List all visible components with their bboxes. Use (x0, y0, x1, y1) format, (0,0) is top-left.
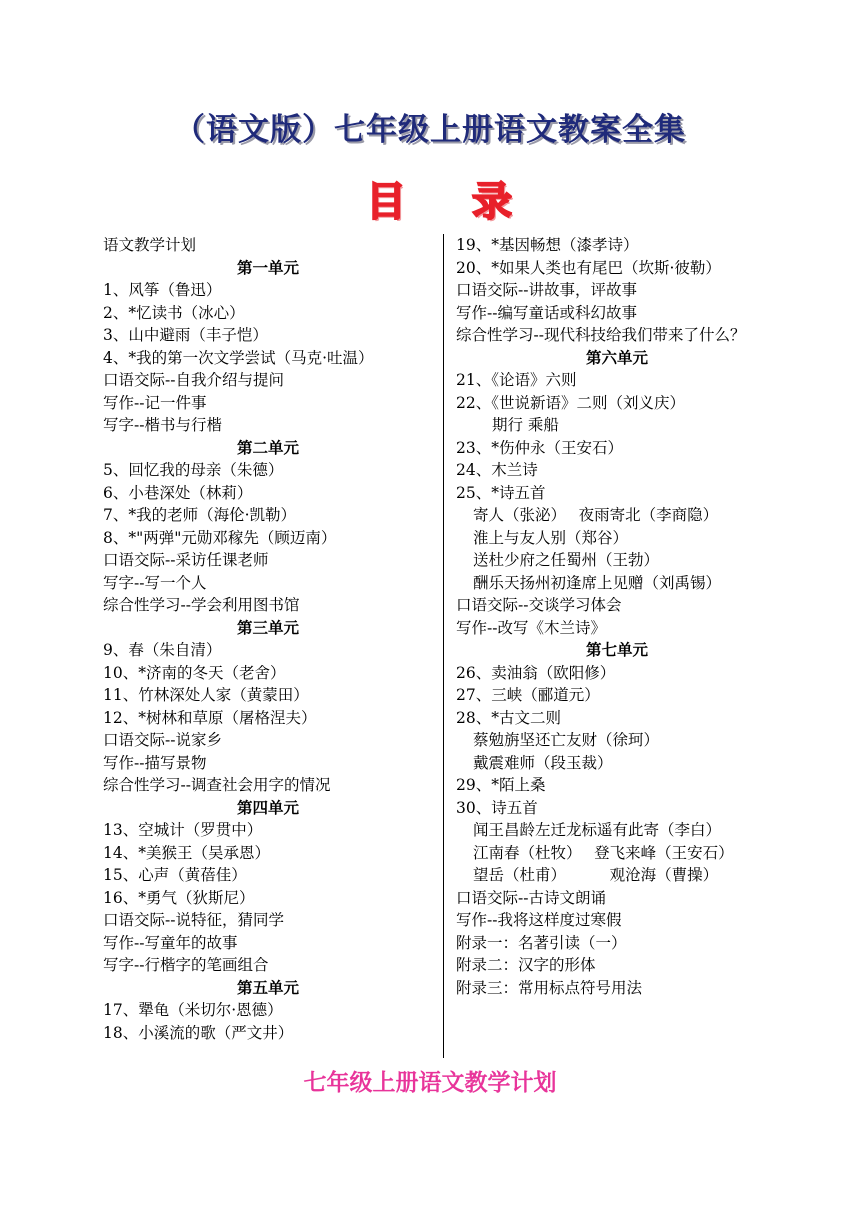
toc-entry: 16、*勇气（狄斯尼） (103, 888, 255, 907)
toc-entry: 18、小溪流的歌（严文井） (103, 1023, 294, 1042)
toc-entry: 口语交际--自我介绍与提问 (103, 371, 284, 389)
toc-entry: 30、诗五首 (456, 798, 538, 817)
toc-heading-char-2: 录 (472, 179, 512, 225)
toc-entry: 1、风筝（鲁迅） (103, 281, 222, 299)
toc-entry: 附录二：汉字的形体 (456, 956, 596, 974)
toc-entry: 期行 乘船 (492, 416, 559, 434)
toc-entry: 27、三峡（郦道元） (456, 686, 600, 704)
toc-entry: 2、*忆读书（冰心） (103, 303, 245, 322)
toc-entry: 淮上与友人别（郑谷） (473, 528, 629, 547)
toc-entry: 口语交际--古诗文朗诵 (456, 888, 606, 907)
toc-entry: 12、*树林和草原（屠格涅夫） (103, 708, 317, 727)
toc-entry: 10、*济南的冬天（老舍） (103, 663, 286, 682)
unit-heading: 第六单元 (585, 347, 648, 367)
toc-entry: 3、山中避雨（丰子恺） (103, 326, 268, 344)
toc-entry: 29、*陌上桑 (456, 776, 546, 794)
toc-entry: 口语交际--说特征，猜同学 (103, 911, 284, 929)
toc-entry: 6、小巷深处（林莉） (103, 483, 253, 502)
unit-heading: 第三单元 (236, 617, 299, 637)
toc-entry: 9、春（朱自清） (103, 641, 222, 659)
toc-right-column (456, 234, 778, 999)
toc-entry: 望岳（杜甫） 观沧海（曹操） (473, 866, 719, 884)
toc-entry: 送杜少府之任蜀州（王勃） (473, 551, 660, 569)
unit-heading: 第七单元 (585, 640, 648, 659)
toc-entry: 22、《世说新语》二则（刘义庆） (456, 393, 685, 412)
toc-entry: 写作--记一件事 (103, 393, 207, 412)
toc-entry: 写作--我将这样度过寒假 (456, 911, 622, 929)
toc-entry: 综合性学习--调查社会用字的情况 (103, 776, 331, 794)
toc-entry: 21、《论语》六则 (456, 371, 577, 389)
toc-entry: 语文教学计划 (103, 236, 197, 254)
toc-entry: 寄人（张泌） 夜雨寄北（李商隐） (473, 506, 719, 524)
toc-entry: 酬乐天扬州初逢席上见赠（刘禹锡） (473, 573, 722, 592)
toc-entry: 附录三：常用标点符号用法 (456, 978, 643, 997)
toc-entry: 4、*我的第一次文学尝试（马克·吐温） (103, 348, 374, 367)
section-title: 七年级上册语文教学计划 (303, 1070, 557, 1096)
toc-entry: 写作--写童年的故事 (103, 933, 238, 952)
toc-entry: 11、竹林深处人家（黄蒙田） (103, 686, 309, 704)
toc-entry: 写作--改写《木兰诗》 (456, 618, 606, 637)
unit-heading: 第二单元 (236, 437, 299, 457)
toc-entry: 25、*诗五首 (456, 483, 546, 502)
toc-entry: 综合性学习--学会利用图书馆 (103, 596, 300, 614)
toc-entry: 附录一：名著引读（一） (456, 933, 627, 952)
toc-entry: 写字--写一个人 (103, 573, 207, 592)
unit-heading: 第一单元 (236, 257, 299, 277)
toc-entry: 戴震难师（段玉裁） (473, 753, 613, 772)
toc-entry: 24、木兰诗 (456, 461, 538, 479)
toc-entry: 20、*如果人类也有尾巴（坎斯·彼勒） (456, 258, 721, 277)
toc-entry: 8、*"两弹"元勋邓稼先（顾迈南） (103, 528, 337, 547)
toc-entry: 写作--编写童话或科幻故事 (456, 303, 637, 322)
toc-entry: 14、*美猴王（吴承恩） (103, 843, 270, 862)
toc-heading (0, 178, 860, 228)
toc-entry: 26、卖油翁（欧阳修） (456, 663, 616, 682)
toc-entry: 口语交际--说家乡 (103, 731, 222, 749)
toc-entry: 蔡勉旃坚还亡友财（徐珂） (473, 731, 660, 749)
toc-entry: 写作--描写景物 (103, 753, 207, 772)
unit-heading: 第四单元 (236, 797, 299, 817)
unit-heading: 第五单元 (236, 977, 299, 997)
toc-entry: 23、*伤仲永（王安石） (456, 438, 623, 457)
toc-left-column (103, 234, 433, 1044)
toc-entry: 写字--楷书与行楷 (103, 416, 222, 434)
toc-entry: 28、*古文二则 (456, 708, 561, 727)
toc-entry: 17、犟龟（米切尔·恩德） (103, 1001, 283, 1019)
toc-entry: 写字--行楷字的笔画组合 (103, 956, 269, 974)
toc-entry: 5、回忆我的母亲（朱德） (103, 461, 284, 479)
document-title: （语文版）七年级上册语文教案全集 (174, 112, 686, 148)
toc-entry: 19、*基因畅想（漆孝诗） (456, 236, 639, 254)
toc-entry: 综合性学习--现代科技给我们带来了什么？ (456, 326, 746, 344)
toc-entry: 江南春（杜牧） 登飞来峰（王安石） (473, 843, 734, 862)
toc-entry: 闻王昌龄左迁龙标遥有此寄（李白） (473, 821, 722, 839)
toc-entry: 口语交际--讲故事，评故事 (456, 281, 637, 299)
column-divider (443, 234, 444, 1058)
toc-heading-char-1: 目 (366, 179, 406, 225)
toc-entry: 口语交际--采访任课老师 (103, 551, 269, 569)
toc-entry: 15、心声（黄蓓佳） (103, 866, 247, 884)
toc-entry: 口语交际--交谈学习体会 (456, 596, 622, 614)
toc-entry: 7、*我的老师（海伦·凯勒） (103, 506, 297, 524)
toc-entry: 13、空城计（罗贯中） (103, 821, 263, 839)
